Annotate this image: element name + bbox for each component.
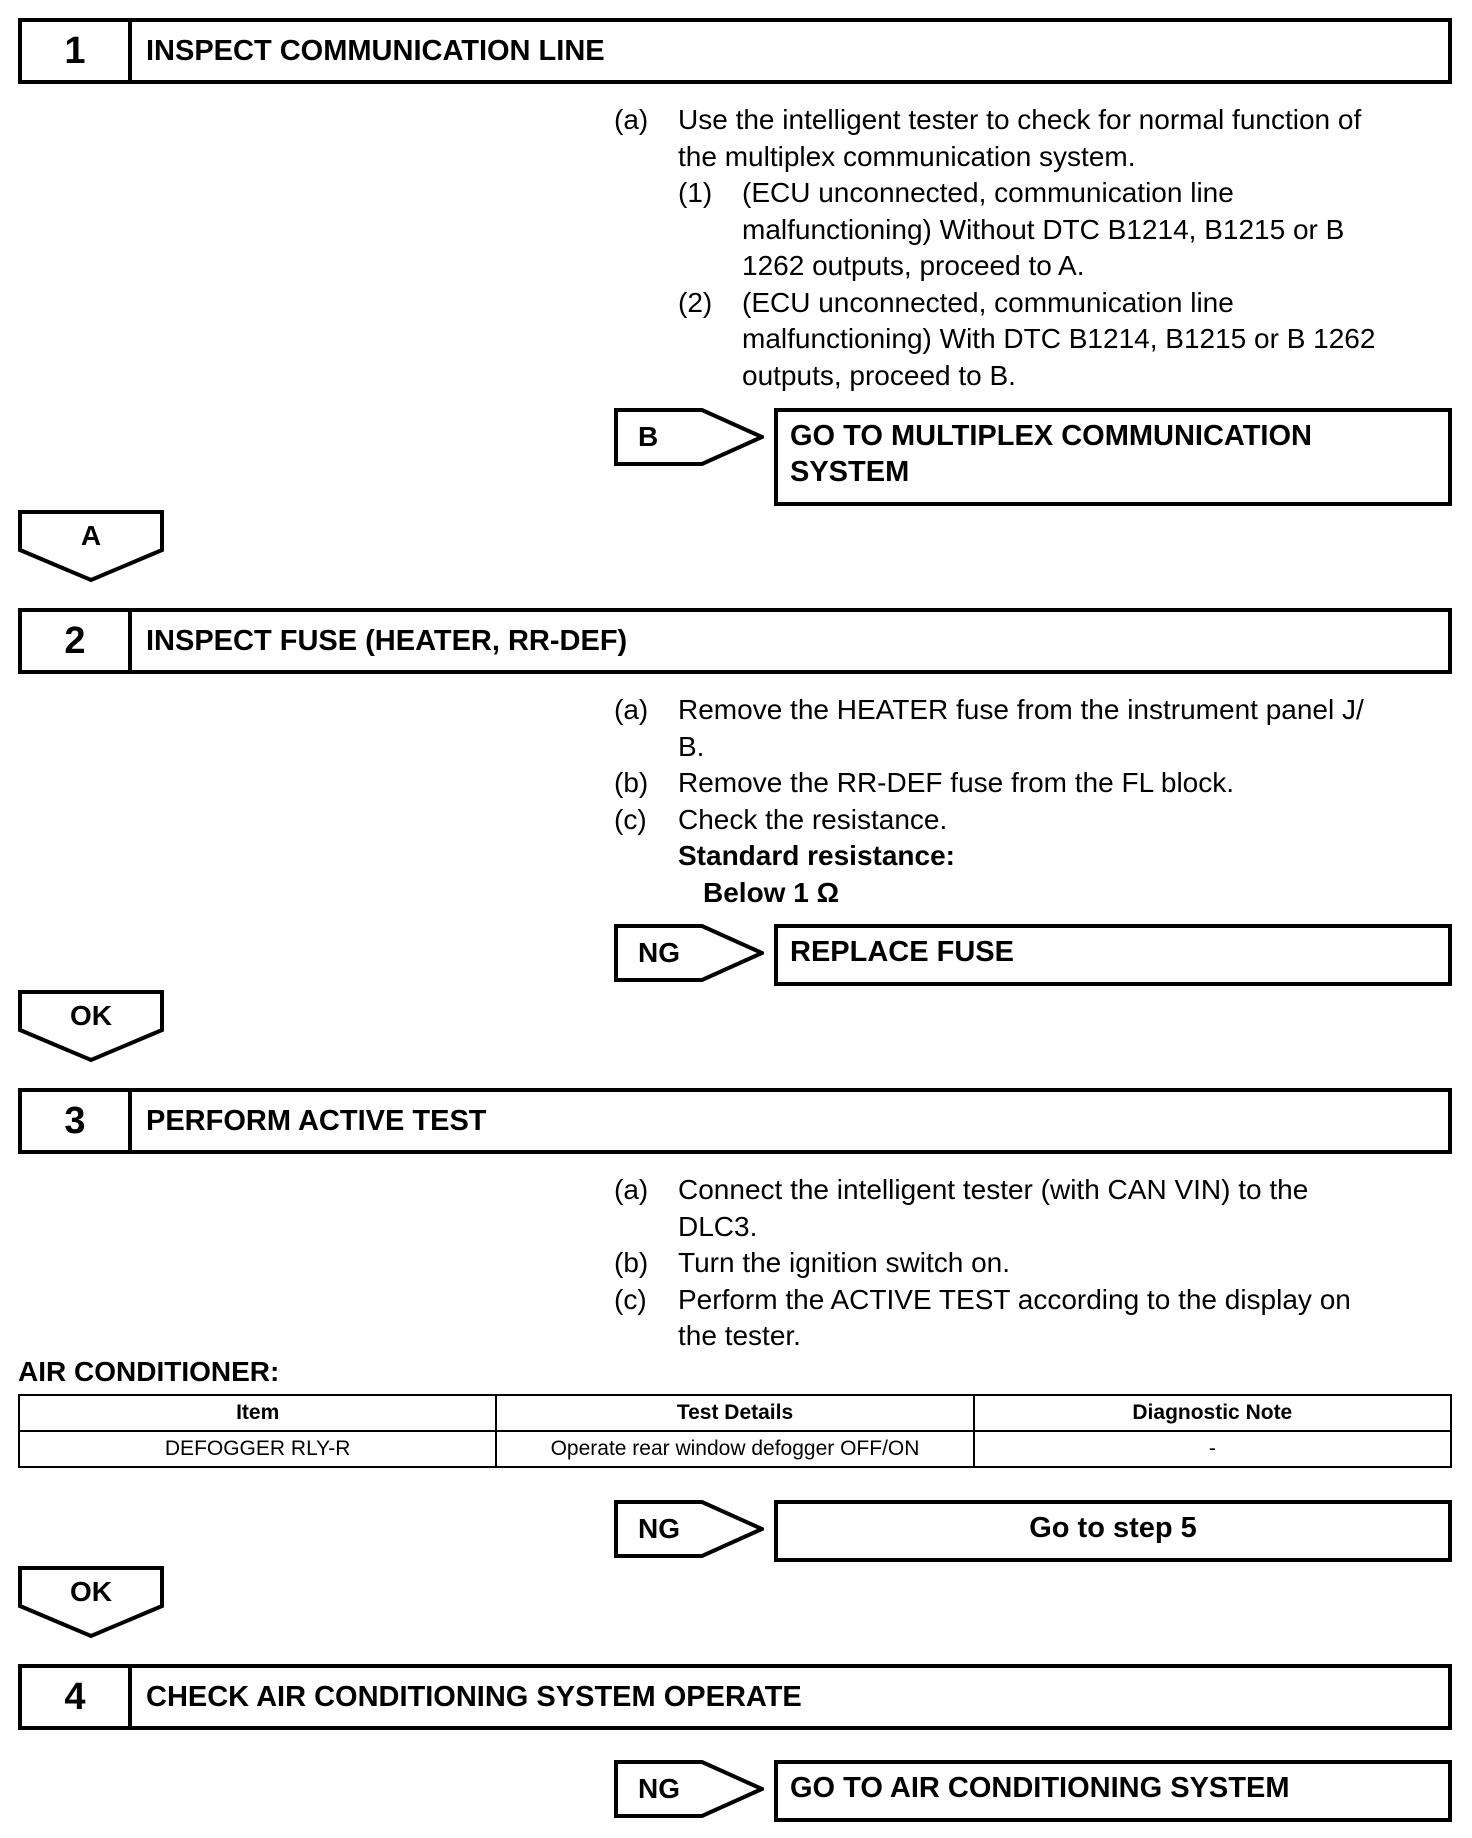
- instruction-text: Check the resistance.: [678, 803, 948, 835]
- instruction-line: B.: [678, 730, 705, 762]
- active-test-table: [18, 1394, 1452, 1468]
- result-arrow-icon: [614, 924, 764, 982]
- step-title: INSPECT FUSE (HEATER, RR-DEF): [146, 624, 628, 657]
- action-line: Go to step 5: [1029, 1512, 1197, 1544]
- instruction-label: (a): [614, 1174, 649, 1205]
- continue-arrow-ok: [18, 1566, 164, 1638]
- continue-label: OK: [70, 1576, 112, 1607]
- instruction-line: the multiplex communication system.: [678, 140, 1136, 172]
- instruction-line: DLC3.: [678, 1210, 758, 1242]
- instruction-line: Connect the intelligent tester (with CAN VIN) to the: [678, 1174, 1309, 1205]
- table-caption: AIR CONDITIONER:: [18, 1356, 280, 1387]
- action-line: GO TO AIR CONDITIONING SYSTEM: [790, 1772, 1290, 1804]
- result-label: NG: [638, 1773, 680, 1804]
- table-cell: -: [974, 1431, 1451, 1467]
- instruction-text: Turn the ignition switch on.: [678, 1247, 1011, 1278]
- sub-instruction-label: (2): [678, 286, 713, 318]
- instruction-line: the tester.: [678, 1320, 801, 1351]
- instruction-line: malfunctioning) Without DTC B1214, B1215 or B: [742, 213, 1345, 245]
- sub-instruction-item: [678, 175, 1460, 285]
- continue-label: OK: [70, 1000, 112, 1031]
- column-header: Item: [19, 1395, 496, 1431]
- instruction-item: [614, 765, 1460, 802]
- instruction-item: [614, 102, 1460, 175]
- result-arrow-icon: [614, 1760, 764, 1818]
- continue-label: A: [80, 520, 102, 551]
- instruction-text: [678, 692, 1364, 765]
- result-label: NG: [638, 937, 680, 968]
- instruction-line: (ECU unconnected, communication line: [742, 177, 1234, 208]
- table-header-row: [19, 1395, 1451, 1431]
- result-tag-b: [614, 408, 764, 466]
- instruction-item: [614, 692, 1460, 765]
- instruction-line: (ECU unconnected, communication line: [742, 286, 1234, 318]
- step-title: PERFORM ACTIVE TEST: [146, 1104, 487, 1137]
- instruction-label: (a): [614, 694, 649, 725]
- instruction-label: (c): [614, 1283, 647, 1315]
- step-number: 1: [22, 22, 132, 80]
- step-2-instructions: [614, 692, 1460, 911]
- result-arrow-icon: [614, 408, 764, 466]
- spacer: [614, 875, 703, 912]
- step-3-instructions: [614, 1172, 1460, 1355]
- continue-arrow-a: [18, 510, 164, 582]
- column-header: Diagnostic Note: [974, 1395, 1451, 1431]
- standard-value: Below 1 Ω: [703, 876, 840, 908]
- sub-instruction-text: [742, 175, 1344, 285]
- instruction-label: (a): [614, 104, 649, 135]
- standard-label: Standard resistance:: [678, 840, 955, 871]
- action-box-air-conditioning: [774, 1760, 1452, 1822]
- result-tag-ng: [614, 1500, 764, 1558]
- table-row: [19, 1431, 1451, 1467]
- step-title: CHECK AIR CONDITIONING SYSTEM OPERATE: [146, 1680, 802, 1713]
- standard-label-row: [614, 838, 1460, 875]
- instruction-label: (c): [614, 803, 647, 835]
- instruction-item: [614, 1172, 1460, 1245]
- result-tag-ng: [614, 924, 764, 982]
- action-line: SYSTEM: [790, 456, 910, 488]
- instruction-line: malfunctioning) With DTC B1214, B1215 or B 1262: [742, 323, 1376, 354]
- action-line: REPLACE FUSE: [790, 936, 1014, 968]
- sub-instruction-text: [742, 285, 1375, 395]
- step-4-header: [18, 1664, 1452, 1730]
- instruction-item: [614, 1245, 1460, 1282]
- instruction-item: [614, 1282, 1460, 1355]
- instruction-line: Remove the HEATER fuse from the instrument panel J/: [678, 694, 1364, 725]
- instruction-label: (b): [614, 1247, 649, 1278]
- action-box-go-to-step-5: [774, 1500, 1452, 1562]
- instruction-label: (b): [614, 767, 649, 798]
- instruction-text: [678, 102, 1361, 175]
- table-cell: DEFOGGER RLY-R: [19, 1431, 496, 1467]
- step-2-header: [18, 608, 1452, 674]
- continue-arrow-ok: [18, 990, 164, 1062]
- instruction-line: outputs, proceed to B.: [742, 359, 1016, 391]
- result-label: B: [638, 421, 659, 452]
- table-cell: Operate rear window defogger OFF/ON: [496, 1431, 973, 1467]
- instruction-line: Perform the ACTIVE TEST according to the display on: [678, 1283, 1351, 1315]
- instruction-line: 1262 outputs, proceed to A.: [742, 250, 1085, 281]
- action-line: GO TO MULTIPLEX COMMUNICATION: [790, 420, 1312, 452]
- standard-value-row: [614, 875, 1460, 912]
- instruction-line: Use the intelligent tester to check for normal function of: [678, 104, 1362, 135]
- spacer: [614, 838, 678, 875]
- instruction-text: Remove the RR-DEF fuse from the FL block.: [678, 767, 1235, 798]
- step-1-header: [18, 18, 1452, 84]
- result-label: NG: [638, 1513, 680, 1544]
- instruction-text: [678, 1172, 1308, 1245]
- result-arrow-icon: [614, 1500, 764, 1558]
- result-tag-ng: [614, 1760, 764, 1818]
- instruction-item: [614, 802, 1460, 839]
- step-number: 4: [22, 1668, 132, 1726]
- step-3-header: [18, 1088, 1452, 1154]
- step-number: 3: [22, 1092, 132, 1150]
- action-box-replace-fuse: [774, 924, 1452, 986]
- step-1-instructions: [614, 102, 1460, 394]
- sub-instruction-label: (1): [678, 177, 713, 208]
- instruction-text: [678, 1282, 1351, 1355]
- step-number: 2: [22, 612, 132, 670]
- action-box-multiplex: [774, 408, 1452, 506]
- column-header: Test Details: [496, 1395, 973, 1431]
- step-title: INSPECT COMMUNICATION LINE: [146, 34, 605, 67]
- sub-instruction-item: [678, 285, 1460, 395]
